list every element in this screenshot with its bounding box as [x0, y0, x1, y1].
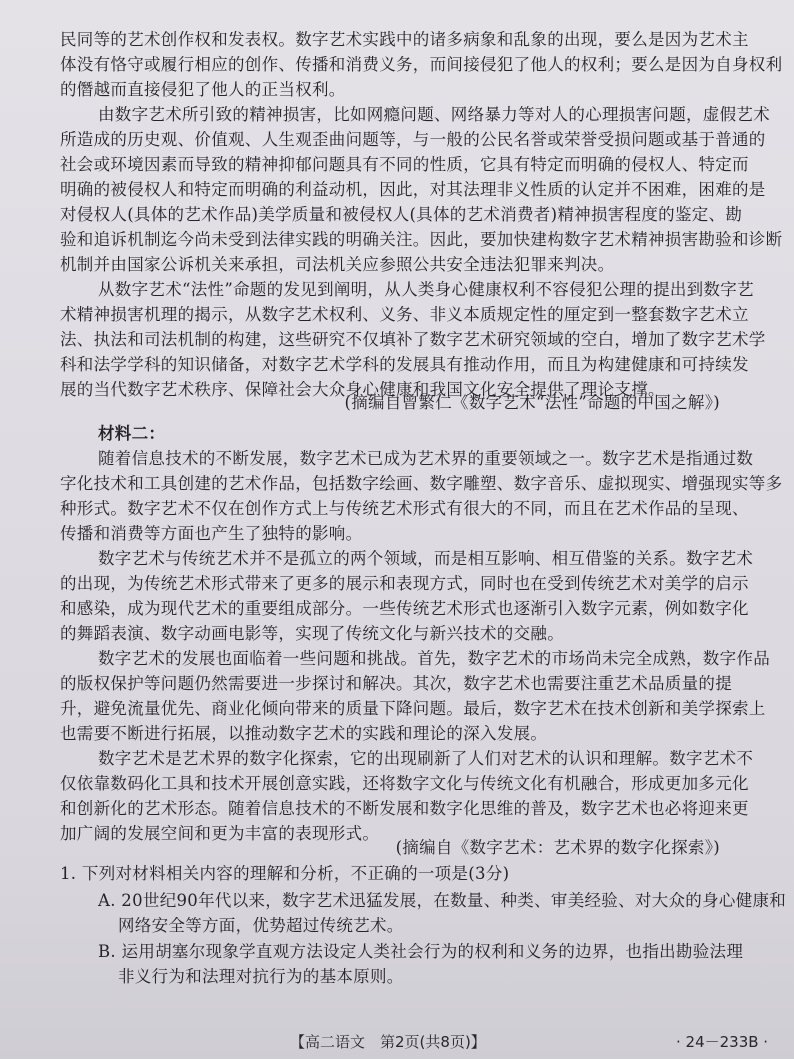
text-line: 传播和消费等方面也产生了独特的影响。	[60, 524, 363, 543]
text-line: 也需要不断进行拓展，以推动数字艺术的实践和理论的深入发展。	[60, 724, 548, 743]
source-citation: (摘编自《数字艺术：艺术界的数字化探索》)	[395, 838, 720, 857]
text-line: 数字艺术的发展也面临着一些问题和挑战。首先，数字艺术的市场尚未完全成熟，数字作品	[98, 649, 770, 668]
text-line: 的僭越而直接侵犯了他人的正当权利。	[60, 80, 346, 99]
text-line: 升，避免流量优先、商业化倾向带来的质量下降问题。最后，数字艺术在技术创新和美学探索上	[60, 699, 766, 718]
text-line: 的出现，为传统艺术形式带来了更多的展示和表现方式，同时也在受到传统艺术对美学的启示	[60, 574, 749, 593]
text-line: 的舞蹈表演、数字动画电影等，实现了传统文化与新兴技术的交融。	[60, 624, 564, 643]
text-line: 种形式。数字艺术不仅在创作方式上与传统艺术形式有很大的不同，而且在艺术作品的呈现、	[60, 499, 749, 518]
text-line: 字化技术和工具创建的艺术作品，包括数字绘画、数字雕塑、数字音乐、虚拟现实、增强现实等多	[60, 474, 783, 493]
text-line: 数字艺术与传统艺术并不是孤立的两个领域，而是相互影响、相互借鉴的关系。数字艺术	[98, 549, 754, 568]
text-line: 数字艺术是艺术界的数字化探索，它的出现刷新了人们对艺术的认识和理解。数字艺术不	[98, 749, 754, 768]
text-line: 民同等的艺术创作权和发表权。数字艺术实践中的诸多病象和乱象的出现，要么是因为艺术主	[60, 30, 749, 49]
text-line: 展的当代数字艺术秩序、保障社会大众身心健康和我国文化安全提供了理论支撑。	[60, 380, 665, 399]
text-line: 由数字艺术所引致的精神损害，比如网瘾问题、网络暴力等对人的心理损害问题，虚假艺术	[98, 105, 770, 124]
option-a-line: A. 20世纪90年代以来，数字艺术迅猛发展，在数量、种类、审美经验、对大众的身心健康和	[98, 891, 787, 910]
question-stem: 1. 下列对材料相关内容的理解和分析，不正确的一项是(3分)	[60, 864, 510, 883]
text-line: 明确的被侵权人和特定而明确的利益动机，因此，对其法理非义性质的认定并不困难，困难的是	[60, 180, 766, 199]
text-line: 的版权保护等问题仍然需要进一步探讨和解决。其次，数字艺术也需要注重艺术品质量的提	[60, 674, 732, 693]
source-citation: (摘编自曾繁仁《数字艺术“法性”命题的中国之解》)	[344, 393, 720, 412]
text-line: 对侵权人(具体的艺术作品)美学质量和被侵权人(具体的艺术消费者)精神损害程度的鉴定、勘	[60, 205, 743, 224]
text-line: 仅依靠数码化工具和技术开展创意实践，还将数字文化与传统文化有机融合，形成更加多元化	[60, 774, 749, 793]
footer-exam-code: · 24－233B ·	[676, 1033, 769, 1051]
text-line: 随着信息技术的不断发展，数字艺术已成为艺术界的重要领域之一。数字艺术是指通过数	[98, 449, 754, 468]
text-line: 术精神损害机理的揭示，从数字艺术权利、义务、非义本质规定性的厘定到一整套数字艺术立	[60, 305, 749, 324]
text-line: 法、执法和司法机制的构建，这些研究不仅填补了数字艺术研究领域的空白，增加了数字艺术学	[60, 330, 766, 349]
text-line: 和创新化的艺术形态。随着信息技术的不断发展和数字化思维的普及，数字艺术也必将迎来更	[60, 799, 749, 818]
text-line: 体没有恪守或履行相应的创作、传播和消费义务，而间接侵犯了他人的权利；要么是因为自身权利	[60, 55, 783, 74]
option-b-line: 非义行为和法理对抗行为的基本原则。	[118, 967, 404, 986]
text-line: 从数字艺术“法性”命题的发见到阐明，从人类身心健康权利不容侵犯公理的提出到数字艺	[98, 280, 754, 299]
text-line: 验和追诉机制迄今尚未受到法律实践的明确关注。因此，要加快建构数字艺术精神损害勘验和诊断	[60, 230, 783, 249]
section-heading: 材料二：	[98, 424, 166, 443]
footer-page-info: 【高二语文 第2页(共8页)】	[290, 1033, 486, 1051]
text-line: 和感染，成为现代艺术的重要组成部分。一些传统艺术形式也逐渐引入数字元素，例如数字化	[60, 599, 749, 618]
option-a-line: 网络安全等方面，优势超过传统艺术。	[118, 916, 404, 935]
text-line: 机制并由国家公诉机关来承担，司法机关应参照公共安全违法犯罪来判决。	[60, 255, 615, 274]
text-line: 加广阔的发展空间和更为丰富的表现形式。	[60, 824, 380, 843]
text-line: 社会或环境因素而导致的精神抑郁问题具有不同的性质，它具有特定而明确的侵权人、特定而	[60, 155, 749, 174]
page-footer	[0, 1031, 794, 1055]
text-line: 科和法学学科的知识储备，对数字艺术学科的发展具有推动作用，而且为构建健康和可持续发	[60, 355, 749, 374]
text-line: 所造成的历史观、价值观、人生观歪曲问题等，与一般的公民名誉或荣誉受损问题或基于普通的	[60, 130, 766, 149]
option-b-line: B. 运用胡塞尔现象学直观方法设定人类社会行为的权利和义务的边界，也指出勘验法理	[98, 942, 744, 961]
